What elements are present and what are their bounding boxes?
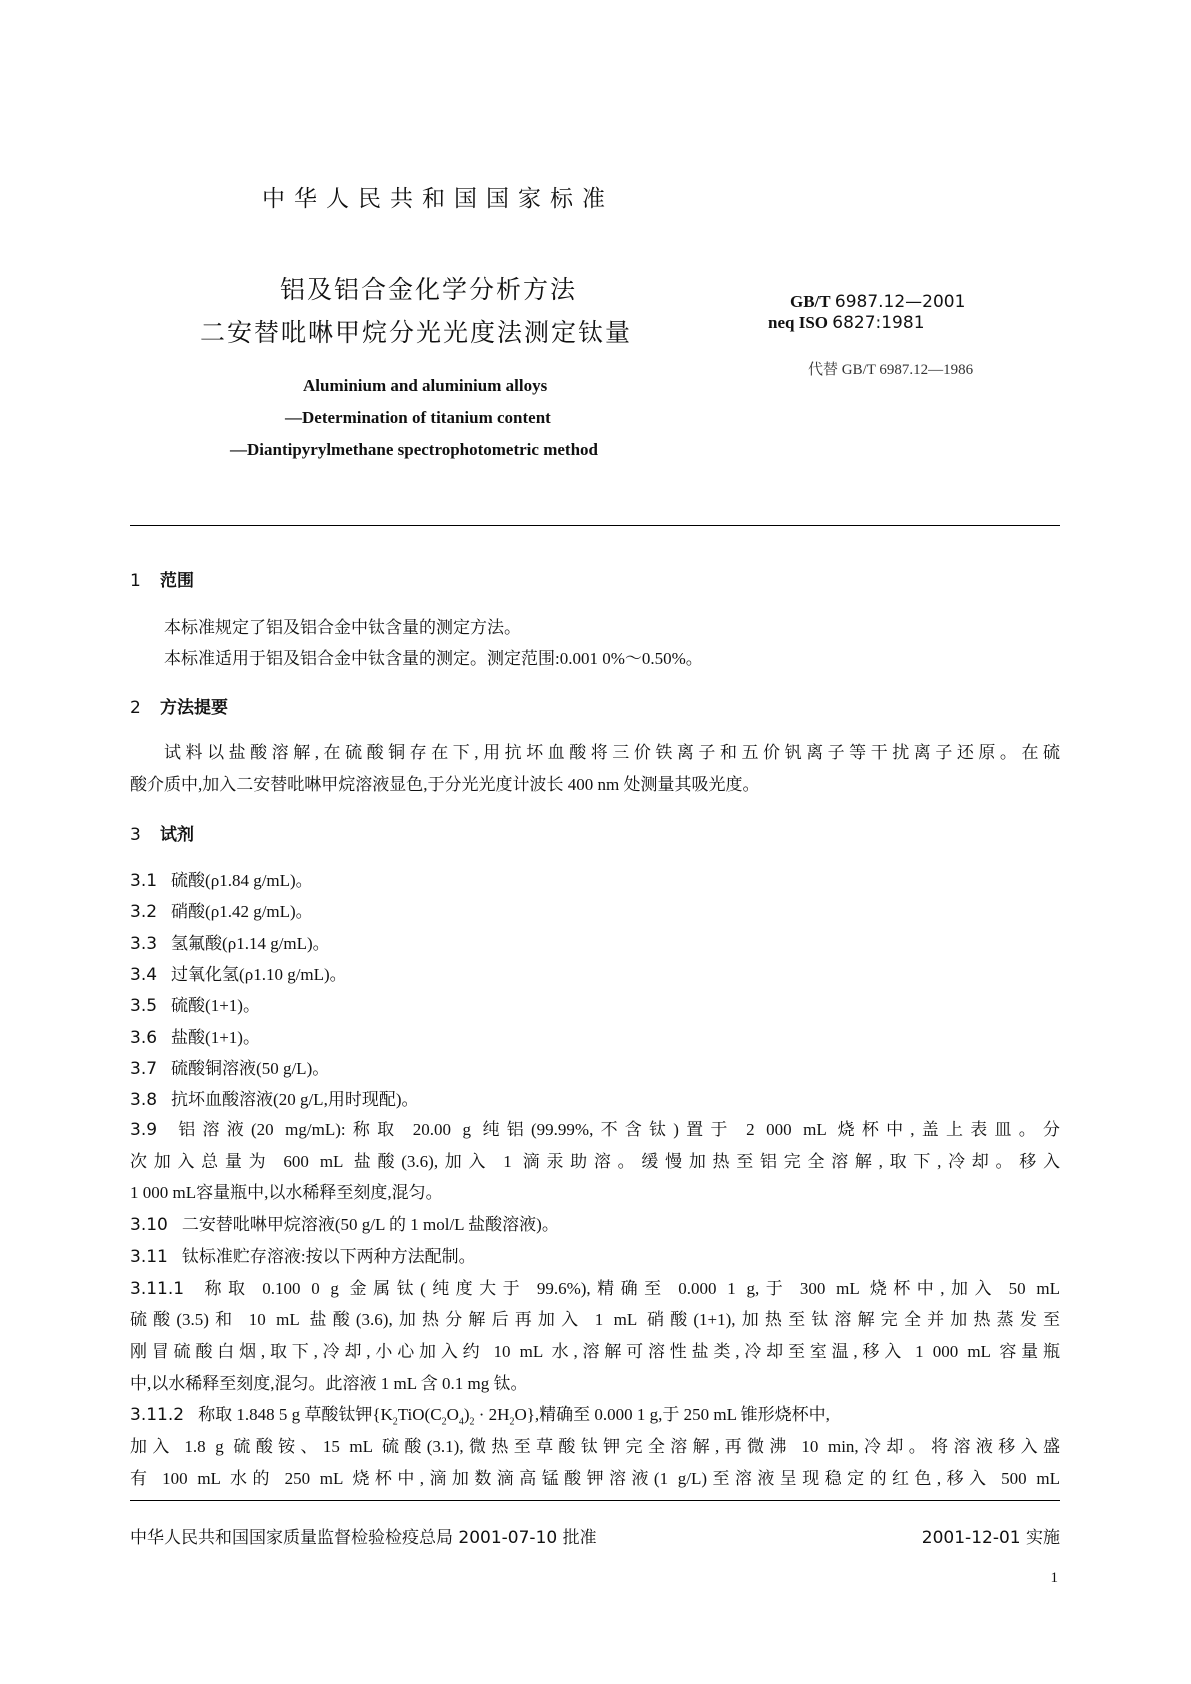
- item-text: 称取 0.100 0 g 金属钛(纯度大于 99.6%),精确至 0.000 1 g,于 300 mL 烧杯中,加入 50 mL: [198, 1279, 1060, 1298]
- neq-prefix: neq ISO: [768, 313, 828, 332]
- section-number: 1: [130, 571, 141, 591]
- item-number: 3.11: [130, 1247, 168, 1267]
- reagent-item: [130, 991, 1060, 1016]
- item-3-10: [130, 1210, 1060, 1235]
- title-en-line1: Aluminium and aluminium alloys: [303, 376, 548, 395]
- paragraph-line: 本标准适用于铝及铝合金中钛含量的测定。测定范围:0.001 0%～0.50%。: [164, 649, 703, 668]
- reagent-item: [130, 1023, 1060, 1048]
- paragraph-line: 1 000 mL容量瓶中,以水稀释至刻度,混匀。: [130, 1183, 443, 1202]
- replaces-note: 代替 GB/T 6987.12—1986: [808, 362, 974, 378]
- item-3-11-2: [130, 1400, 1060, 1427]
- paragraph-line: 硫酸(3.5)和 10 mL 盐酸(3.6),加热分解后再加入 1 mL 硝酸(1+1),加热至钛溶解完全并加热蒸发至: [130, 1310, 1060, 1329]
- section-3-heading: [130, 820, 194, 845]
- item-number: 3.1: [130, 871, 158, 891]
- approval-note: 中华人民共和国国家质量监督检验检疫总局 2001-07-10 批准: [130, 1528, 597, 1548]
- item-text: 盐酸(1+1)。: [171, 1027, 260, 1047]
- section-number: 3: [130, 825, 141, 845]
- bottom-divider: [130, 1500, 1060, 1501]
- top-divider: [130, 525, 1060, 526]
- standard-code: [790, 292, 965, 312]
- item-text: 铝溶液(20 mg/mL):称取 20.00 g 纯铝(99.99%,不含钛)置于 2 000 mL 烧杯中,盖上表皿。分: [171, 1120, 1060, 1139]
- page-number: 1: [1050, 1570, 1058, 1586]
- neq-number: 6827:1981: [832, 313, 925, 333]
- reagent-item: [130, 960, 1060, 985]
- title-en-line3: —Diantipyrylmethane spectrophotometric method: [230, 440, 598, 459]
- title-zh-line2: 二安替吡啉甲烷分光光度法测定钛量: [200, 318, 633, 347]
- paragraph-line: 酸介质中,加入二安替吡啉甲烷溶液显色,于分光光度计波长 400 nm 处测量其吸光度。: [130, 775, 760, 794]
- item-number: 3.3: [130, 933, 158, 954]
- paragraph-line: 本标准规定了铝及铝合金中钛含量的测定方法。: [164, 618, 521, 637]
- paragraph-line: 次加入总量为 600 mL 盐酸(3.6),加入 1 滴汞助溶。缓慢加热至铝完全溶解,取下,冷却。移入: [130, 1152, 1060, 1171]
- paragraph-line: 有 100 mL 水的 250 mL 烧杯中,滴加数滴高锰酸钾溶液(1 g/L)至溶液呈现稳定的红色,移入 500 mL: [130, 1469, 1060, 1488]
- section-number: 2: [130, 698, 141, 718]
- item-text: 钛标准贮存溶液:按以下两种方法配制。: [181, 1247, 476, 1266]
- reagent-item: [130, 897, 1060, 922]
- code-number: 6987.12—2001: [834, 292, 966, 312]
- item-number: 3.6: [130, 1027, 158, 1048]
- item-text: 称取 1.848 5 g 草酸钛钾$\{K_2TiO(C_2O_4)_2 \cdot 2H_2O\}$,精确至 0.000 1 g,于 250 mL 锥形烧杯中,: [198, 1405, 830, 1428]
- paragraph-line: 加入 1.8 g 硫酸铵、15 mL 硫酸(3.1),微热至草酸钛钾完全溶解,再微沸 10 min,冷却。将溶液移入盛: [130, 1437, 1060, 1456]
- title-zh-line1: 铝及铝合金化学分析方法: [280, 275, 578, 304]
- reagent-item: [130, 1085, 1060, 1110]
- item-number: 3.2: [130, 902, 158, 923]
- item-number: 3.11.2: [130, 1405, 185, 1425]
- item-text: 硫酸(1+1)。: [171, 996, 260, 1016]
- item-text: 抗坏血酸溶液(20 g/L,用时现配)。: [171, 1090, 419, 1110]
- section-title: 方法提要: [160, 698, 228, 718]
- item-number: 3.11.1: [130, 1279, 185, 1299]
- standard-header: 中华人民共和国国家标准: [262, 186, 614, 212]
- title-en-line2: —Determination of titanium content: [285, 408, 551, 427]
- item-text: 硫酸(ρ1.84 g/mL)。: [171, 871, 313, 890]
- paragraph-line: 中,以水稀释至刻度,混匀。此溶液 1 mL 含 0.1 mg 钛。: [130, 1374, 528, 1393]
- neq-code: [768, 313, 925, 333]
- section-1-heading: [130, 566, 194, 591]
- effective-date: 2001-12-01 实施: [921, 1528, 1060, 1548]
- section-title: 试剂: [160, 825, 194, 845]
- reagent-item: [130, 1054, 1060, 1079]
- reagent-item: [130, 866, 1060, 891]
- item-3-11-1: [130, 1274, 1060, 1299]
- item-3-9: [130, 1115, 1060, 1140]
- paragraph-line: 试料以盐酸溶解,在硫酸铜存在下,用抗坏血酸将三价铁离子和五价钒离子等干扰离子还原。在硫: [164, 743, 1060, 762]
- item-text: 二安替吡啉甲烷溶液(50 g/L 的 1 mol/L 盐酸溶液)。: [181, 1215, 559, 1234]
- item-number: 3.5: [130, 996, 158, 1017]
- reagent-item: [130, 929, 1060, 954]
- item-text: 硫酸铜溶液(50 g/L)。: [171, 1058, 330, 1078]
- item-number: 3.10: [130, 1215, 168, 1235]
- item-number: 3.4: [130, 964, 158, 985]
- item-3-11: [130, 1242, 1060, 1267]
- item-text: 硝酸(ρ1.42 g/mL)。: [171, 902, 313, 922]
- item-number: 3.7: [130, 1058, 158, 1079]
- section-2-heading: [130, 693, 228, 718]
- paragraph-line: 刚冒硫酸白烟,取下,冷却,小心加入约 10 mL 水,溶解可溶性盐类,冷却至室温,移入 1 000 mL 容量瓶: [130, 1342, 1060, 1361]
- item-text: 过氧化氢(ρ1.10 g/mL)。: [171, 964, 347, 984]
- code-prefix: GB/T: [790, 292, 831, 311]
- item-number: 3.8: [130, 1090, 158, 1111]
- item-number: 3.9: [130, 1120, 158, 1140]
- section-title: 范围: [160, 571, 194, 591]
- item-text: 氢氟酸(ρ1.14 g/mL)。: [171, 933, 330, 953]
